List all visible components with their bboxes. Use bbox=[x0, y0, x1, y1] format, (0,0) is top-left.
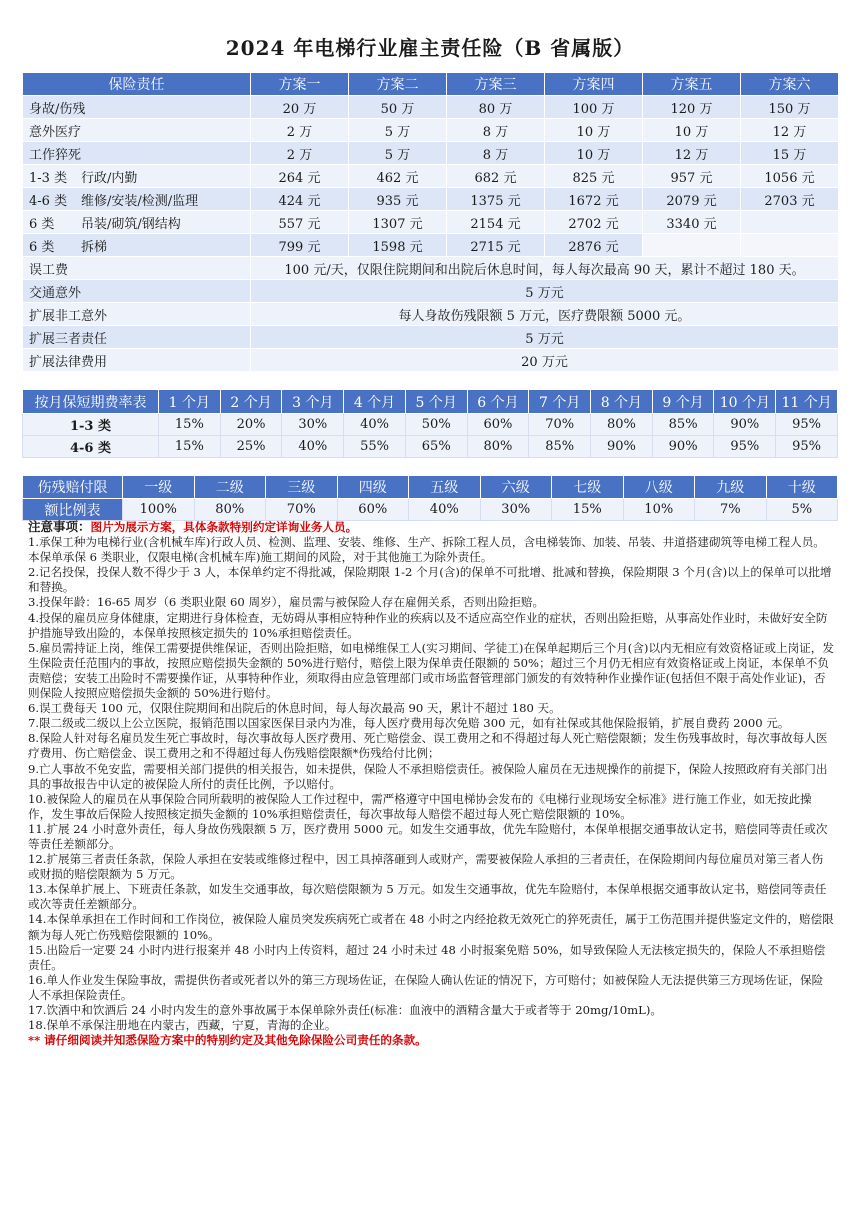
category-label: 6 类 bbox=[29, 216, 55, 232]
table-cell: 100 万 bbox=[545, 96, 643, 119]
row-label: 意外医疗 bbox=[23, 119, 251, 142]
header-cell: 方案三 bbox=[447, 73, 545, 96]
level-cell: 四级 bbox=[337, 476, 409, 499]
header-cell: 伤残赔付限 bbox=[23, 476, 123, 499]
table-row bbox=[23, 257, 839, 280]
note-item: 4.投保的雇员应身体健康，定期进行身体检查，无妨碍从事相应特种作业的疾病以及不适应高空作业的症状，否则出险拒赔，从事高处作业时，未做好安全防护措施导致出险的，本保单按照核定损失的 10%承担赔偿责任。 bbox=[28, 610, 828, 640]
table-cell: 2 万 bbox=[251, 119, 349, 142]
header-cell: 方案六 bbox=[741, 73, 839, 96]
table-row bbox=[23, 280, 839, 303]
row-label: 误工费 bbox=[23, 257, 251, 280]
table-cell: 95% bbox=[714, 436, 776, 458]
table-cell: 30% bbox=[480, 499, 552, 521]
table-cell: 2079 元 bbox=[643, 188, 741, 211]
category-label: 4-6 类 bbox=[29, 193, 68, 209]
row-label: 扩展三者责任 bbox=[23, 326, 251, 349]
header-cell: 5 个月 bbox=[405, 390, 467, 414]
row-label: 额比例表 bbox=[23, 499, 123, 521]
table-cell: 20% bbox=[220, 414, 282, 436]
row-label bbox=[23, 188, 251, 211]
category-desc: 维修/安装/检测/监理 bbox=[81, 193, 199, 209]
table-cell: 557 元 bbox=[251, 211, 349, 234]
header-cell: 3 个月 bbox=[282, 390, 344, 414]
note-item: 3.投保年龄：16-65 周岁（6 类职业限 60 周岁），雇员需与被保险人存在雇佣关系，否则出险拒赔。 bbox=[28, 595, 545, 610]
header-cell: 4 个月 bbox=[344, 390, 406, 414]
table-cell: 2 万 bbox=[251, 142, 349, 165]
table-cell: 2702 元 bbox=[545, 211, 643, 234]
header-cell: 8 个月 bbox=[591, 390, 653, 414]
table-cell: 20 万 bbox=[251, 96, 349, 119]
table-cell: 90% bbox=[652, 436, 714, 458]
table-cell: 10% bbox=[623, 499, 695, 521]
row-label bbox=[23, 165, 251, 188]
row-label: 4-6 类 bbox=[23, 436, 159, 458]
table-cell: 150 万 bbox=[741, 96, 839, 119]
table-cell: 25% bbox=[220, 436, 282, 458]
table-cell: 8 万 bbox=[447, 119, 545, 142]
table-row bbox=[23, 414, 838, 436]
table-cell: 50% bbox=[405, 414, 467, 436]
merged-cell: 每人身故伤残限额 5 万元，医疗费限额 5000 元。 bbox=[251, 303, 839, 326]
premium-row bbox=[23, 188, 839, 211]
category-desc: 吊装/砌筑/钢结构 bbox=[81, 216, 181, 232]
note-item: 16.单人作业发生保险事故，需提供伤者或死者以外的第三方现场佐证，在保险人确认佐证的情况下，方可赔付；如被保险人无法提供第三方现场佐证，保险人不承担保险责任。 bbox=[28, 972, 824, 1002]
row-label: 1-3 类 bbox=[23, 414, 159, 436]
level-cell: 九级 bbox=[695, 476, 767, 499]
table-cell: 12 万 bbox=[741, 119, 839, 142]
level-cell: 八级 bbox=[623, 476, 695, 499]
table-cell: 80% bbox=[467, 436, 529, 458]
category-label: 1-3 类 bbox=[29, 170, 68, 186]
table-cell: 65% bbox=[405, 436, 467, 458]
table-cell: 1375 元 bbox=[447, 188, 545, 211]
note-item: 15.出险后一定要 24 小时内进行报案并 48 小时内上传资料，超过 24 小时未过 48 小时报案免赔 50%，如导致保险人无法核定损失的，保险人不承担赔偿责任。 bbox=[28, 942, 826, 972]
note-item: 14.本保单承担在工作时间和工作岗位，被保险人雇员突发疾病死亡或者在 48 小时之内经抢救无效死亡的猝死责任，属于工伤范围并提供鉴定文件的，赔偿限额为每人死亡伤残赔偿限额的 10%。 bbox=[28, 912, 834, 942]
table-cell: 12 万 bbox=[643, 142, 741, 165]
merged-cell: 20 万元 bbox=[251, 349, 839, 372]
table-cell: 40% bbox=[282, 436, 344, 458]
row-label: 身故/伤残 bbox=[23, 96, 251, 119]
note-item: 18.保单不承保注册地在内蒙古，西藏，宁夏，青海的企业。 bbox=[28, 1018, 337, 1033]
note-item: 10.被保险人的雇员在从事保险合同所载明的被保险人工作过程中，需严格遵守中国电梯协会发布的《电梯行业现场安全标准》进行施工作业，如无按此操作，发生事故后保险人按照核定损失金额的 10%承担赔偿责任，每次事故每人赔偿不超过每人死亡赔偿限额的 10%。 bbox=[28, 791, 812, 821]
table-cell: 80% bbox=[194, 499, 266, 521]
table-cell: 2876 元 bbox=[545, 234, 643, 257]
notes-heading: 注意事项： bbox=[28, 519, 91, 534]
note-item: 1.承保工种为电梯行业(含机械车库)行政人员、检测、监理、安装、维修、生产、拆除工程人员，含电梯装饰、加装、吊装、井道搭建砌筑等电梯工程人员。本保单承保 6 类职业，仅限电梯(含机械车库)施工期间的风险，对于其他施工为除外责任。 bbox=[28, 535, 825, 565]
table-cell: 85% bbox=[529, 436, 591, 458]
table-cell: 30% bbox=[282, 414, 344, 436]
header-cell: 1 个月 bbox=[159, 390, 221, 414]
table-cell: 40% bbox=[344, 414, 406, 436]
table-cell: 100% bbox=[123, 499, 195, 521]
header-cell: 11 个月 bbox=[776, 390, 838, 414]
table-cell: 80% bbox=[591, 414, 653, 436]
table-cell: 90% bbox=[591, 436, 653, 458]
note-item: 11.扩展 24 小时意外责任，每人身故伤残限额 5 万，医疗费用 5000 元。如发生交通事故，优先车险赔付，本保单根据交通事故认定书，赔偿同等责任或次等责任差额部分。 bbox=[28, 821, 828, 851]
table-cell: 825 元 bbox=[545, 165, 643, 188]
level-cell: 二级 bbox=[194, 476, 266, 499]
table-cell: 15% bbox=[159, 414, 221, 436]
table-row bbox=[23, 303, 839, 326]
note-item: 6.误工费每天 100 元，仅限住院期间和出院后的休息时间，每人每次最高 90 天，累计不超过 180 天。 bbox=[28, 701, 561, 716]
header-cell: 6 个月 bbox=[467, 390, 529, 414]
table-cell: 85% bbox=[652, 414, 714, 436]
table-cell: 8 万 bbox=[447, 142, 545, 165]
merged-cell: 100 元/天，仅限住院期间和出院后休息时间，每人每次最高 90 天，累计不超过 180 天。 bbox=[251, 257, 839, 280]
note-item: 8.保险人针对每名雇员发生死亡事故时，每次事故每人医疗费用、死亡赔偿金、误工费用之和不得超过每人死亡赔偿限额；发生伤残事故时，每次事故每人医疗费用、伤亡赔偿金、误工费用之和不得超过每人伤残赔偿限额*伤残给付比例； bbox=[28, 731, 828, 761]
table-cell: 55% bbox=[344, 436, 406, 458]
note-item: 7.限二级或二级以上公立医院，报销范围以国家医保目录内为准，每人医疗费用每次免赔 300 元，如有社保或其他保险报销，扩展自费药 2000 元。 bbox=[28, 716, 790, 731]
note-item: 2.记名投保，投保人数不得少于 3 人，本保单约定不得批减，保险期限 1-2 个月(含)的保单不可批增、批减和替换，保险期限 3 个月(含)以上的保单可以批增和替换。 bbox=[28, 565, 832, 595]
table-cell: 5 万 bbox=[349, 142, 447, 165]
level-cell: 七级 bbox=[552, 476, 624, 499]
table-cell: 2154 元 bbox=[447, 211, 545, 234]
level-cell: 六级 bbox=[480, 476, 552, 499]
notes-footer-warning: ** 请仔细阅读并知悉保险方案中的特别约定及其他免除保险公司责任的条款。 bbox=[28, 1033, 427, 1048]
category-label: 6 类 bbox=[29, 239, 55, 255]
merged-cell: 5 万元 bbox=[251, 326, 839, 349]
table-cell: 60% bbox=[467, 414, 529, 436]
table-cell: 15% bbox=[552, 499, 624, 521]
table-cell: 50 万 bbox=[349, 96, 447, 119]
table-cell: 40% bbox=[409, 499, 481, 521]
table-row bbox=[23, 349, 839, 372]
short-term-rate-table bbox=[22, 389, 838, 458]
table-cell: 10 万 bbox=[545, 119, 643, 142]
table-row bbox=[23, 96, 839, 119]
row-label: 工作猝死 bbox=[23, 142, 251, 165]
table-cell: 120 万 bbox=[643, 96, 741, 119]
rate-header-row bbox=[23, 390, 838, 414]
table-row bbox=[23, 119, 839, 142]
table-cell: 2703 元 bbox=[741, 188, 839, 211]
header-cell: 方案一 bbox=[251, 73, 349, 96]
table-cell: 95% bbox=[776, 436, 838, 458]
header-cell: 按月保短期费率表 bbox=[23, 390, 159, 414]
table-cell: 90% bbox=[714, 414, 776, 436]
header-cell: 方案五 bbox=[643, 73, 741, 96]
empty-cell bbox=[643, 234, 741, 257]
note-item: 9.亡人事故不免安监，需要相关部门提供的相关报告，如未提供，保险人不承担赔偿责任。被保险人雇员在无违规操作的前提下，保险人按照政府有关部门出具的事故报告中认定的被保险人所付的责任比例，予以赔付。 bbox=[28, 761, 828, 791]
category-desc: 行政/内勤 bbox=[81, 170, 138, 186]
header-cell: 方案四 bbox=[545, 73, 643, 96]
table-cell: 264 元 bbox=[251, 165, 349, 188]
table-cell: 5 万 bbox=[349, 119, 447, 142]
notes-heading-line bbox=[28, 519, 834, 535]
header-cell: 方案二 bbox=[349, 73, 447, 96]
premium-row bbox=[23, 211, 839, 234]
row-label: 扩展非工意外 bbox=[23, 303, 251, 326]
page-title: 2024 年电梯行业雇主责任险（B 省属版） bbox=[225, 36, 635, 60]
empty-cell bbox=[741, 211, 839, 234]
row-label bbox=[23, 234, 251, 257]
row-label: 交通意外 bbox=[23, 280, 251, 303]
disability-ratio-table bbox=[22, 475, 838, 521]
table-cell: 799 元 bbox=[251, 234, 349, 257]
table-cell: 7% bbox=[695, 499, 767, 521]
note-item: 12.扩展第三者责任条款，保险人承担在安装或维修过程中，因工具掉落砸到人或财产，需要被保险人承担的三者责任，在保险期间内每位雇员对第三者人伤或财损的赔偿限额为 5 万元。 bbox=[28, 852, 824, 882]
table-cell: 70% bbox=[266, 499, 338, 521]
note-item: 5.雇员需持证上岗，维保工需要提供维保证，否则出险拒赔，如电梯维保工人(实习期间、学徒工)在保单起期后三个月(含)以内无相应有效资格证或上岗证，发生保险责任范围内的事故，按照应赔偿损失金额的 50%进行赔付，赔偿上限为保单责任限额的 50%；超过三个月仍无相应有效资格证或上岗证，本保单不负责赔偿；安装工出险时不需要操作证，从事特种作业，须取得由应急管理部门或市场监督管理部门颁发的有效特种作业操作证(包括但不限于高处作业证)，否则保险人按照应赔偿损失金额的 50%进行赔付。 bbox=[28, 640, 834, 701]
level-cell: 一级 bbox=[123, 476, 195, 499]
empty-cell bbox=[741, 234, 839, 257]
notes-disclaimer: 图片为展示方案，具体条款特别约定详询业务人员。 bbox=[90, 520, 358, 534]
coverage-table bbox=[22, 72, 839, 372]
level-cell: 三级 bbox=[266, 476, 338, 499]
disability-header-row bbox=[23, 476, 838, 499]
header-cell: 2 个月 bbox=[220, 390, 282, 414]
premium-row bbox=[23, 234, 839, 257]
header-cell: 7 个月 bbox=[529, 390, 591, 414]
header-cell: 保险责任 bbox=[23, 73, 251, 96]
table-cell: 2715 元 bbox=[447, 234, 545, 257]
table-row bbox=[23, 436, 838, 458]
notes-section bbox=[28, 519, 834, 1048]
table-cell: 60% bbox=[337, 499, 409, 521]
table-cell: 70% bbox=[529, 414, 591, 436]
table-row bbox=[23, 499, 838, 521]
level-cell: 五级 bbox=[409, 476, 481, 499]
table-cell: 935 元 bbox=[349, 188, 447, 211]
table-cell: 1307 元 bbox=[349, 211, 447, 234]
note-item: 13.本保单扩展上、下班责任条款，如发生交通事故，每次赔偿限额为 5 万元。如发生交通事故，优先车险赔付，本保单根据交通事故认定书，赔偿同等责任或次等责任差额部分。 bbox=[28, 882, 827, 912]
table-cell: 1672 元 bbox=[545, 188, 643, 211]
table-cell: 957 元 bbox=[643, 165, 741, 188]
table-cell: 3340 元 bbox=[643, 211, 741, 234]
row-label bbox=[23, 211, 251, 234]
merged-cell: 5 万元 bbox=[251, 280, 839, 303]
table-cell: 95% bbox=[776, 414, 838, 436]
header-cell: 10 个月 bbox=[714, 390, 776, 414]
coverage-header-row bbox=[23, 73, 839, 96]
table-cell: 10 万 bbox=[643, 119, 741, 142]
table-cell: 10 万 bbox=[545, 142, 643, 165]
table-cell: 80 万 bbox=[447, 96, 545, 119]
level-cell: 十级 bbox=[766, 476, 838, 499]
table-cell: 1598 元 bbox=[349, 234, 447, 257]
table-cell: 682 元 bbox=[447, 165, 545, 188]
header-cell: 9 个月 bbox=[652, 390, 714, 414]
premium-row bbox=[23, 165, 839, 188]
table-row bbox=[23, 142, 839, 165]
category-desc: 拆梯 bbox=[81, 239, 108, 255]
table-cell: 462 元 bbox=[349, 165, 447, 188]
table-cell: 15% bbox=[159, 436, 221, 458]
table-cell: 5% bbox=[766, 499, 838, 521]
table-cell: 1056 元 bbox=[741, 165, 839, 188]
note-item: 17.饮酒中和饮酒后 24 小时内发生的意外事故属于本保单除外责任(标准：血液中的酒精含量大于或者等于 20mg/10mL)。 bbox=[28, 1003, 662, 1017]
row-label: 扩展法律费用 bbox=[23, 349, 251, 372]
table-cell: 424 元 bbox=[251, 188, 349, 211]
table-cell: 15 万 bbox=[741, 142, 839, 165]
table-row bbox=[23, 326, 839, 349]
